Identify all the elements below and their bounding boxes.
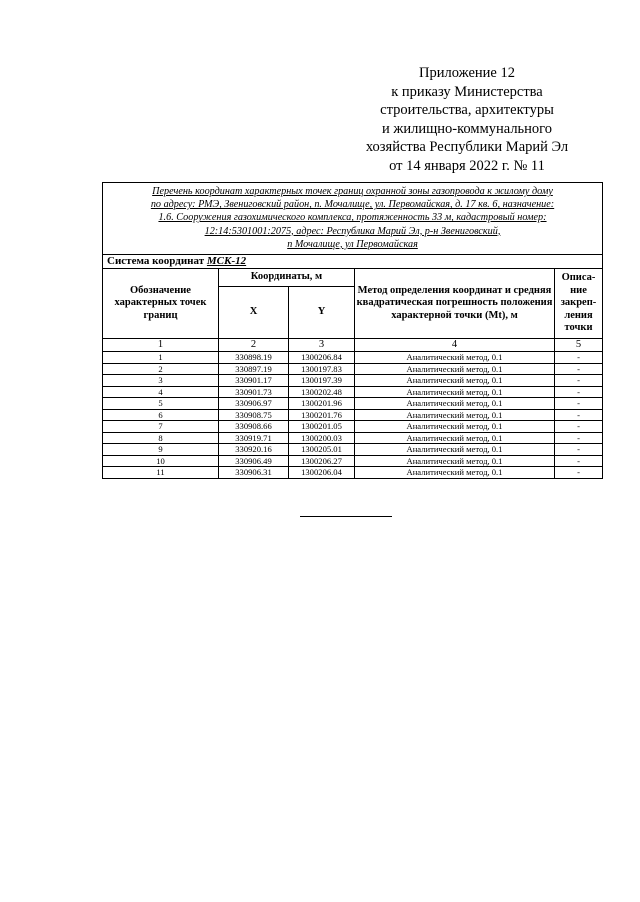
table-title-line: 1.6. Сооружения газохимического комплекса, протяженность 33 м, кадастровый номер: — [158, 212, 547, 224]
table-row — [103, 398, 603, 410]
method-value: Аналитический метод, 0.1 — [355, 352, 555, 364]
x-value: 330906.49 — [219, 455, 289, 467]
x-value: 330898.19 — [219, 352, 289, 364]
column-number: 1 — [103, 339, 219, 352]
description-value: - — [555, 386, 603, 398]
point-number: 2 — [103, 363, 219, 375]
description-value: - — [555, 398, 603, 410]
header-line: строительства, архитектуры — [380, 102, 554, 118]
y-value: 1300200.03 — [289, 432, 355, 444]
col-header-method: Метод определения координат и средняя квадратическая погрешность положения характерной точки (Mt), м — [355, 269, 555, 339]
column-number: 4 — [355, 339, 555, 352]
col-header-y: Y — [289, 287, 355, 339]
description-value: - — [555, 375, 603, 387]
x-value: 330906.97 — [219, 398, 289, 410]
col-header-x: X — [219, 287, 289, 339]
description-value: - — [555, 409, 603, 421]
header-line: от 14 января 2022 г. № 11 — [389, 157, 545, 174]
col-header-coords: Координаты, м — [219, 269, 355, 287]
coord-system-row — [103, 255, 603, 269]
table-title-line: Перечень координат характерных точек границ охранной зоны газопровода к жилому дому — [152, 186, 553, 197]
table-row — [103, 386, 603, 398]
x-value: 330901.73 — [219, 386, 289, 398]
x-value: 330906.31 — [219, 467, 289, 479]
point-number: 9 — [103, 444, 219, 456]
x-value: 330901.17 — [219, 375, 289, 387]
col-header-point: Обозначение характерных точек границ — [103, 269, 219, 339]
column-number: 3 — [289, 339, 355, 352]
table-row — [103, 409, 603, 421]
point-number: 6 — [103, 409, 219, 421]
col-header-description: Описа-ние закреп-ления точки — [555, 269, 603, 339]
point-number: 3 — [103, 375, 219, 387]
description-value: - — [555, 467, 603, 479]
table-title-line: п Мочалище, ул Первомайская — [287, 238, 418, 250]
point-number: 7 — [103, 421, 219, 433]
y-value: 1300206.27 — [289, 455, 355, 467]
y-value: 1300197.39 — [289, 375, 355, 387]
header-line: Приложение 12 — [419, 65, 515, 81]
point-number: 5 — [103, 398, 219, 410]
end-divider — [300, 516, 392, 517]
point-number: 8 — [103, 432, 219, 444]
column-numbers-row — [103, 339, 603, 352]
description-value: - — [555, 432, 603, 444]
description-value: - — [555, 421, 603, 433]
point-number: 11 — [103, 467, 219, 479]
x-value: 330897.19 — [219, 363, 289, 375]
table-row — [103, 432, 603, 444]
table-row — [103, 444, 603, 456]
method-value: Аналитический метод, 0.1 — [355, 444, 555, 456]
header-line: к приказу Министерства — [391, 83, 543, 100]
x-value: 330919.71 — [219, 432, 289, 444]
table-title-line: по адресу: РМЭ, Звениговский район, п. Мочалище, ул. Первомайская, д. 17 кв. 6, назначение: — [150, 199, 555, 211]
coordinates-table — [102, 182, 603, 479]
table-row — [103, 375, 603, 387]
table-row — [103, 352, 603, 364]
x-value: 330908.66 — [219, 421, 289, 433]
table-row — [103, 363, 603, 375]
point-number: 10 — [103, 455, 219, 467]
method-value: Аналитический метод, 0.1 — [355, 421, 555, 433]
column-number: 2 — [219, 339, 289, 352]
x-value: 330908.75 — [219, 409, 289, 421]
method-value: Аналитический метод, 0.1 — [355, 455, 555, 467]
document-header — [352, 64, 582, 175]
method-value: Аналитический метод, 0.1 — [355, 398, 555, 410]
header-line: и жилищно-коммунального — [381, 120, 553, 137]
method-value: Аналитический метод, 0.1 — [355, 375, 555, 387]
y-value: 1300201.76 — [289, 409, 355, 421]
y-value: 1300206.04 — [289, 467, 355, 479]
coord-system-label: Система координат — [107, 255, 205, 268]
method-value: Аналитический метод, 0.1 — [355, 432, 555, 444]
y-value: 1300206.84 — [289, 352, 355, 364]
description-value: - — [555, 444, 603, 456]
y-value: 1300201.96 — [289, 398, 355, 410]
coord-system-name: МСК-12 — [206, 255, 247, 268]
x-value: 330920.16 — [219, 444, 289, 456]
y-value: 1300201.05 — [289, 421, 355, 433]
description-value: - — [555, 363, 603, 375]
table-row — [103, 467, 603, 479]
description-value: - — [555, 455, 603, 467]
y-value: 1300197.83 — [289, 363, 355, 375]
method-value: Аналитический метод, 0.1 — [355, 409, 555, 421]
description-value: - — [555, 352, 603, 364]
method-value: Аналитический метод, 0.1 — [355, 467, 555, 479]
table-title-line: 12:14:5301001:2075, адрес: Республика Марий Эл, р-н Звениговский, — [204, 225, 501, 237]
header-line: хозяйства Республики Марий Эл — [365, 139, 569, 155]
method-value: Аналитический метод, 0.1 — [355, 363, 555, 375]
method-value: Аналитический метод, 0.1 — [355, 386, 555, 398]
point-number: 4 — [103, 386, 219, 398]
table-title — [103, 183, 603, 255]
table-row — [103, 421, 603, 433]
table-row — [103, 455, 603, 467]
column-number: 5 — [555, 339, 603, 352]
y-value: 1300202.48 — [289, 386, 355, 398]
point-number: 1 — [103, 352, 219, 364]
y-value: 1300205.01 — [289, 444, 355, 456]
